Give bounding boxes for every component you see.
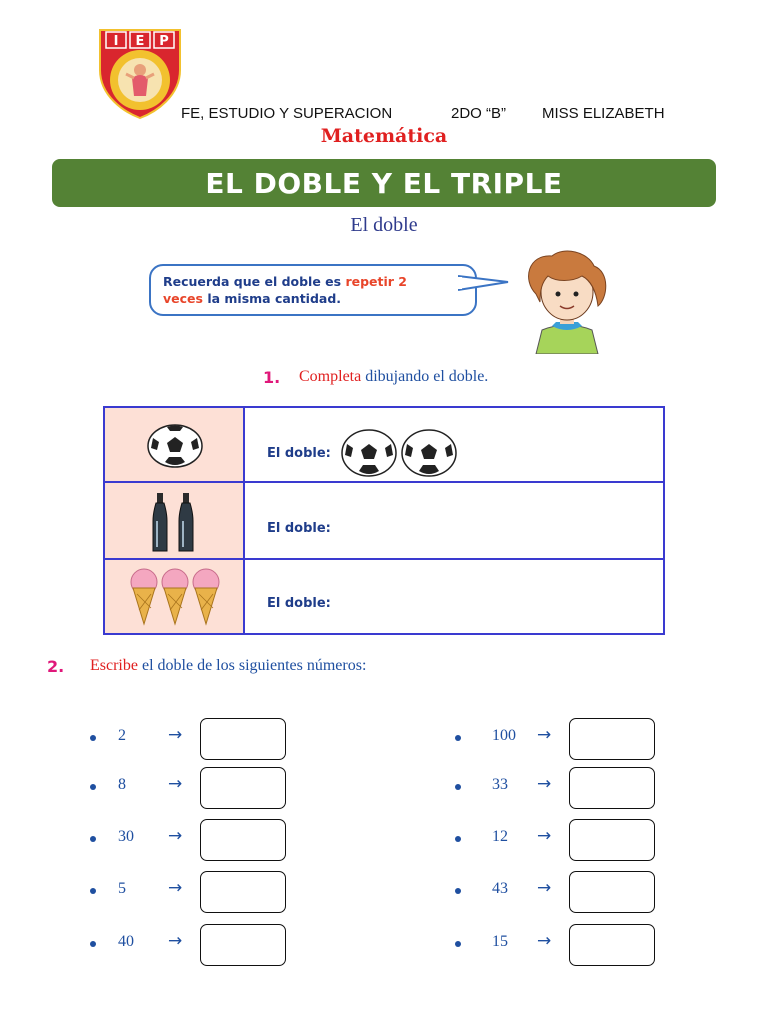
answer-box[interactable] xyxy=(200,924,286,966)
picture-cell xyxy=(105,483,245,558)
list-item xyxy=(455,819,657,863)
bullet xyxy=(455,836,461,842)
instruction-verb: Escribe xyxy=(90,657,138,674)
table-row xyxy=(105,483,663,560)
speech-text: Recuerda que el doble es xyxy=(163,274,346,289)
list-item xyxy=(455,871,657,915)
exercise-2-instruction xyxy=(90,657,366,675)
exercise-1-number: 1. xyxy=(263,368,281,387)
doble-drawing-table xyxy=(103,406,665,635)
exercise-1-instruction xyxy=(299,368,488,386)
arrow-right-icon: → xyxy=(168,931,183,951)
doble-label: El doble: xyxy=(267,596,331,611)
bullet xyxy=(455,941,461,947)
answer-box[interactable] xyxy=(569,767,655,809)
crest-letter-p: P xyxy=(159,34,169,49)
speech-highlight: repetir 2 xyxy=(345,274,407,289)
instruction-text: el doble de los siguientes números: xyxy=(137,657,367,674)
bullet xyxy=(90,941,96,947)
title-banner xyxy=(52,159,716,207)
number-value: 100 xyxy=(492,727,516,744)
page-title: EL DOBLE Y EL TRIPLE xyxy=(205,167,563,200)
speech-bubble xyxy=(149,264,477,316)
number-value: 15 xyxy=(492,933,508,950)
arrow-right-icon: → xyxy=(537,878,552,898)
bottle-icon xyxy=(151,491,199,553)
arrow-right-icon: → xyxy=(537,931,552,951)
answer-box[interactable] xyxy=(569,871,655,913)
ice-cream-cone-icon xyxy=(129,568,221,626)
exercise-2-number: 2. xyxy=(47,657,65,676)
number-value: 30 xyxy=(118,828,134,845)
picture-cell xyxy=(105,560,245,633)
answer-box[interactable] xyxy=(569,924,655,966)
table-row xyxy=(105,560,663,633)
list-item xyxy=(455,718,657,762)
bullet xyxy=(90,836,96,842)
answer-box[interactable] xyxy=(200,767,286,809)
answer-box[interactable] xyxy=(569,718,655,760)
answer-box[interactable] xyxy=(200,871,286,913)
answer-box[interactable] xyxy=(200,718,286,760)
speech-highlight: veces xyxy=(163,291,203,306)
speech-line-2 xyxy=(163,291,341,306)
speech-bubble-tail xyxy=(458,272,510,294)
arrow-right-icon: → xyxy=(168,725,183,745)
grade-label: 2DO “B” xyxy=(451,105,507,122)
number-value: 33 xyxy=(492,776,508,793)
list-item xyxy=(90,924,290,968)
teacher-name: MISS ELIZABETH xyxy=(542,105,665,122)
section-title: El doble xyxy=(350,214,418,236)
instruction-text: dibujando el doble. xyxy=(361,368,489,385)
arrow-right-icon: → xyxy=(168,878,183,898)
crest-letter-i: I xyxy=(113,34,119,49)
number-value: 43 xyxy=(492,880,508,897)
number-value: 40 xyxy=(118,933,134,950)
number-value: 12 xyxy=(492,828,508,845)
soccer-ball-icon xyxy=(402,430,456,476)
speech-line-1 xyxy=(163,274,407,289)
bullet xyxy=(455,784,461,790)
list-item xyxy=(455,767,657,811)
bullet xyxy=(90,735,96,741)
bullet xyxy=(90,888,96,894)
bullet xyxy=(90,784,96,790)
number-value: 5 xyxy=(118,880,126,897)
picture-cell xyxy=(105,408,245,481)
list-item xyxy=(90,718,290,762)
list-item xyxy=(90,871,290,915)
answer-soccer-balls xyxy=(341,428,461,478)
arrow-right-icon: → xyxy=(537,725,552,745)
number-value: 8 xyxy=(118,776,126,793)
bullet xyxy=(455,735,461,741)
list-item xyxy=(455,924,657,968)
number-value: 2 xyxy=(118,727,126,744)
soccer-ball-icon xyxy=(147,424,203,468)
doble-label: El doble: xyxy=(267,521,331,536)
answer-box[interactable] xyxy=(569,819,655,861)
doble-label: El doble: xyxy=(267,446,331,461)
soccer-ball-icon xyxy=(342,430,396,476)
bullet xyxy=(455,888,461,894)
arrow-right-icon: → xyxy=(168,826,183,846)
instruction-verb: Completa xyxy=(299,368,362,385)
child-character-illustration xyxy=(512,250,622,354)
school-crest-logo xyxy=(96,24,184,120)
arrow-right-icon: → xyxy=(537,826,552,846)
school-motto: FE, ESTUDIO Y SUPERACION xyxy=(181,105,393,122)
arrow-right-icon: → xyxy=(168,774,183,794)
answer-box[interactable] xyxy=(200,819,286,861)
crest-letter-e: E xyxy=(135,34,145,49)
arrow-right-icon: → xyxy=(537,774,552,794)
speech-text: la misma cantidad. xyxy=(202,291,342,306)
subject-heading: Matemática xyxy=(320,125,448,147)
list-item xyxy=(90,819,290,863)
table-row xyxy=(105,408,663,483)
list-item xyxy=(90,767,290,811)
